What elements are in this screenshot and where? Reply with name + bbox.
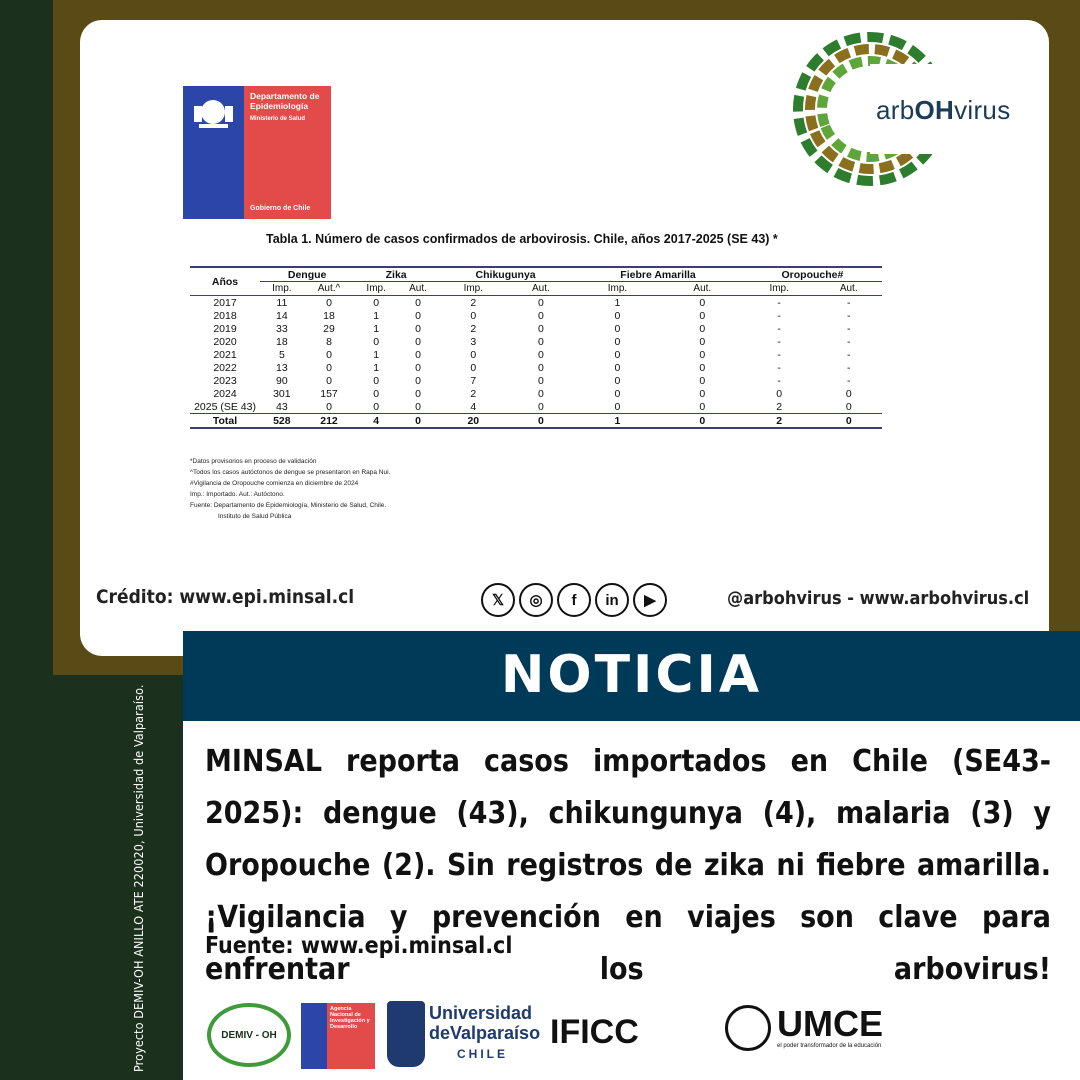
table-cell: - — [777, 296, 781, 309]
table-cell: 18 — [323, 309, 335, 322]
table-note: Imp.: Importado. Aut.: Autóctono. — [190, 491, 285, 498]
table-cell: 0 — [537, 414, 544, 427]
table-cell: 90 — [276, 374, 288, 387]
table-cell: 4 — [470, 400, 477, 413]
table-cell: 1 — [373, 361, 380, 374]
gov-chile: Gobierno de Chile — [250, 205, 311, 212]
table-cell: 2023 — [213, 374, 237, 387]
table-cell: 0 — [470, 309, 477, 322]
table-cell: 11 — [276, 296, 288, 309]
table-cell: 7 — [470, 374, 477, 387]
table-cell: 1 — [373, 322, 380, 335]
table-cell: 18 — [276, 335, 288, 348]
table-cell: 0 — [326, 361, 332, 374]
table-cell: 0 — [699, 335, 706, 348]
social-handle: @arbohvirus - www.arbohvirus.cl — [727, 588, 1030, 609]
table-cell: 0 — [537, 335, 544, 348]
group-oropouche: Oropouche# — [743, 267, 882, 282]
news-text: MINSAL reporta casos importados en Chile (SE43-2025): dengue (43), chikungunya (4), malaria (3) y Oropouche (2). Sin registros de zika ni fiebre amarilla. ¡Vigilancia y prevención en viajes son clave para enfrentar los arbovirus! — [205, 744, 1051, 987]
table-cell: 0 — [415, 361, 421, 374]
table-cell: 2018 — [213, 309, 237, 322]
table-cell: - — [777, 335, 781, 348]
table-notes — [190, 456, 390, 522]
table-row — [190, 400, 882, 414]
umce-seal-icon — [725, 1005, 771, 1051]
table-row — [190, 322, 882, 335]
table-cell: 2020 — [213, 335, 237, 348]
total-row — [190, 414, 882, 429]
table-cell: 43 — [276, 400, 288, 413]
anid-logo: Agencia Nacional de Investigación y Desarrollo — [301, 1003, 375, 1069]
universidad-valparaiso-logo: Universidad deValparaíso CHILE — [387, 1001, 547, 1069]
table-cell: 0 — [415, 387, 421, 400]
table-row — [190, 348, 882, 361]
table-cell: 0 — [699, 296, 706, 309]
table-cell: 1 — [373, 309, 380, 322]
social-icons — [481, 583, 667, 617]
subheader-cell: Imp. — [769, 283, 789, 294]
group-dengue: Dengue — [260, 267, 354, 282]
subheader-cell: Imp. — [366, 283, 386, 294]
table-cell: 0 — [614, 361, 621, 374]
table-cell: 0 — [470, 361, 477, 374]
banner-title: NOTICIA — [500, 645, 763, 705]
table-cell: 0 — [415, 296, 421, 309]
table-row — [190, 335, 882, 348]
table-cell: - — [846, 361, 851, 374]
table-cell: 2019 — [213, 322, 237, 335]
table-note: Instituto de Salud Pública — [218, 513, 292, 520]
table-cell: - — [777, 348, 781, 361]
table-cell: 2024 — [213, 387, 237, 400]
table-card — [80, 20, 1049, 656]
table-cell: 2022 — [213, 361, 237, 374]
x-icon[interactable]: 𝕏 — [481, 583, 515, 617]
partner-logos: DEMIV - OH Agencia Nacional de Investigación y Desarrollo Universidad deValparaíso CHILE IFICC UMCE el poder transformador de la educación — [205, 999, 1055, 1071]
table-cell: - — [846, 374, 851, 387]
table-cell: 0 — [415, 414, 421, 427]
table-cell: - — [846, 335, 851, 348]
crest-icon — [191, 92, 236, 130]
table-cell: 528 — [273, 414, 291, 427]
table-cell: 0 — [373, 400, 380, 413]
subheader-cell: Aut. — [839, 283, 858, 294]
subheader-cell: Aut. — [409, 283, 427, 294]
table-cell: 0 — [373, 296, 380, 309]
table-cell: 0 — [537, 400, 544, 413]
table-cell: 0 — [373, 374, 380, 387]
table-cell: 1 — [614, 414, 621, 427]
arbohvirus-wordmark: arbOHvirus — [876, 95, 1011, 125]
subheader-cell: Imp. — [272, 283, 292, 294]
table-cell: 0 — [614, 348, 621, 361]
table-cell: 20 — [467, 414, 480, 427]
table-cell: 3 — [470, 335, 477, 348]
table-cell: 0 — [845, 400, 852, 413]
table-cell: 0 — [699, 322, 706, 335]
table-cell: 0 — [537, 374, 544, 387]
linkedin-icon[interactable]: in — [595, 583, 629, 617]
table-cell: - — [846, 348, 851, 361]
table-row — [190, 361, 882, 374]
table-cell: 0 — [470, 348, 477, 361]
table-row — [190, 296, 882, 310]
table-cell: 4 — [373, 414, 380, 427]
group-fiebre-amarilla: Fiebre Amarilla — [573, 267, 743, 282]
table-cell: 0 — [415, 309, 421, 322]
table-cell: 2017 — [213, 296, 237, 309]
table-cell: 13 — [276, 361, 288, 374]
table-row — [190, 374, 882, 387]
table-cell: 0 — [537, 309, 544, 322]
table-cell: 1 — [614, 296, 621, 309]
table-title: Tabla 1. Número de casos confirmados de arbovirosis. Chile, años 2017-2025 (SE 43) * — [266, 232, 778, 246]
table-cell: - — [846, 309, 851, 322]
gov-ministry: Ministerio de Salud — [250, 116, 306, 122]
subheader-cell: Aut. — [531, 283, 550, 294]
table-cell: 2 — [470, 296, 477, 309]
table-cell: 0 — [776, 387, 783, 400]
subheader-cell: Imp. — [607, 283, 628, 294]
subheader-cell: Imp. — [463, 283, 484, 294]
gobierno-logo — [183, 86, 331, 219]
group-chikungunya: Chikugunya — [438, 267, 573, 282]
demiv-oh-logo: DEMIV - OH — [207, 1003, 291, 1067]
table-cell: 0 — [614, 309, 621, 322]
table-cell: 0 — [326, 374, 332, 387]
table-cell: 0 — [614, 400, 621, 413]
table-cell: 0 — [699, 387, 706, 400]
table-cell: 0 — [326, 348, 332, 361]
left-strip — [0, 675, 183, 1080]
news-body — [183, 721, 1080, 1080]
table-note: ^Todos los casos autóctonos de dengue se presentaron en Rapa Nui. — [190, 469, 391, 476]
table-cell: 301 — [273, 387, 291, 400]
table-cell: 0 — [326, 296, 332, 309]
instagram-icon[interactable]: ◎ — [519, 583, 553, 617]
table-row — [190, 387, 882, 400]
table-cell: 212 — [320, 414, 338, 427]
table-cell: 0 — [373, 335, 380, 348]
table-cell: 0 — [699, 309, 706, 322]
table-cell: 0 — [537, 296, 544, 309]
table-cell: 2 — [776, 400, 783, 413]
table-cell: 0 — [537, 322, 544, 335]
table-cell: 29 — [323, 322, 335, 335]
table-cell: 8 — [326, 335, 332, 348]
table-cell: 0 — [415, 348, 421, 361]
table-cell: 0 — [699, 414, 706, 427]
table-cell: 0 — [845, 387, 852, 400]
table-cell: 0 — [537, 387, 544, 400]
facebook-icon[interactable]: f — [557, 583, 591, 617]
gov-dept: Departamento de Epidemiología — [250, 91, 320, 111]
table-cell: 0 — [415, 374, 421, 387]
table-cell: 2 — [470, 387, 477, 400]
table-cell: 0 — [537, 361, 544, 374]
table-cell: 0 — [699, 348, 706, 361]
table-cell: 5 — [278, 348, 285, 361]
table-cell: 0 — [614, 335, 621, 348]
youtube-icon[interactable]: ▶ — [633, 583, 667, 617]
news-banner — [183, 631, 1080, 721]
table-cell: - — [846, 322, 851, 335]
table-cell: 2025 (SE 43) — [194, 400, 256, 413]
uv-shield-icon — [387, 1001, 425, 1067]
table-cell: 0 — [415, 335, 421, 348]
table-cell: 0 — [614, 322, 621, 335]
table-cell: 0 — [326, 400, 332, 413]
table-cell: 0 — [373, 387, 380, 400]
table-cell: 0 — [699, 374, 706, 387]
table-note: *Datos provisorios en proceso de validación — [190, 458, 317, 465]
table-cell: 0 — [415, 400, 421, 413]
subheader-cell: Aut. — [693, 283, 712, 294]
table-cell: 0 — [845, 414, 852, 427]
table-cell: 33 — [276, 322, 288, 335]
project-credit: Proyecto DEMIV-OH ANILLO ATE 220020, Universidad de Valparaíso. — [131, 684, 146, 1072]
ificc-logo: IFICC — [550, 1013, 639, 1051]
year-header: Años — [211, 275, 239, 288]
table-cell: 0 — [537, 348, 544, 361]
table-cell: - — [777, 322, 781, 335]
table-cell: 2021 — [213, 348, 237, 361]
table-cell: - — [846, 296, 851, 309]
cases-table — [190, 266, 882, 429]
table-cell: 14 — [276, 309, 288, 322]
table-cell: 1 — [373, 348, 380, 361]
table-cell: 157 — [320, 387, 338, 400]
table-cell: - — [777, 361, 781, 374]
table-cell: - — [777, 374, 781, 387]
group-zika: Zika — [354, 267, 438, 282]
table-cell: 2 — [776, 414, 783, 427]
table-cell: - — [777, 309, 781, 322]
table-note: Fuente: Departamento de Epidemiología, Ministerio de Salud, Chile. — [190, 502, 387, 509]
table-cell: 0 — [699, 361, 706, 374]
table-cell: 0 — [614, 374, 621, 387]
subheader-cell: Aut.^ — [317, 283, 341, 294]
table-cell: 0 — [415, 322, 421, 335]
news-source: Fuente: www.epi.minsal.cl — [205, 933, 513, 959]
table-cell: Total — [212, 414, 238, 427]
table-row — [190, 309, 882, 322]
table-note: #Vigilancia de Oropouche comienza en diciembre de 2024 — [190, 480, 359, 487]
credit-text: Crédito: www.epi.minsal.cl — [96, 586, 355, 608]
table-cell: 0 — [699, 400, 706, 413]
table-cell: 2 — [470, 322, 477, 335]
table-cell: 0 — [614, 387, 621, 400]
